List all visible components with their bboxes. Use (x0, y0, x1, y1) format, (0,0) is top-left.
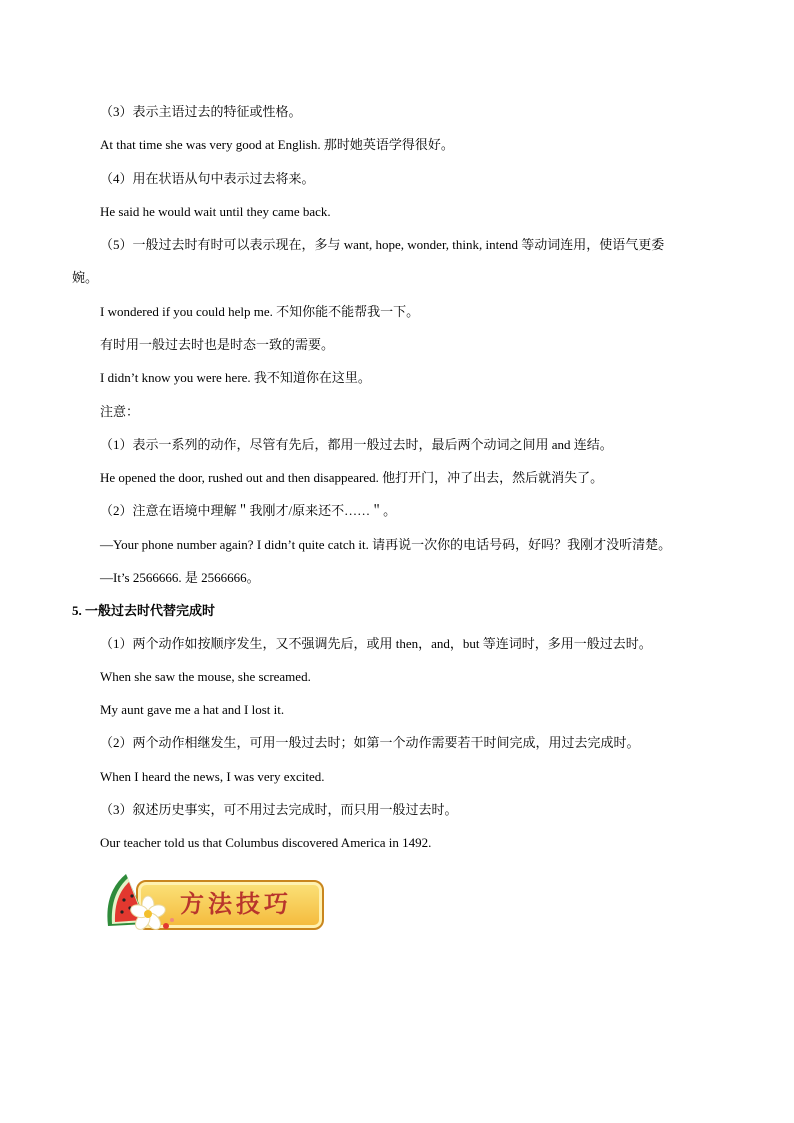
text-line: 注意： (100, 404, 140, 419)
text-line: 有时用一般过去时也是时态一致的需要。 (100, 337, 335, 352)
text-line: （1）表示一系列的动作，尽管有先后，都用一般过去时，最后两个动词之间用 and 连结。 (100, 437, 613, 452)
text-line: I didn’t know you were here. 我不知道你在这里。 (100, 370, 371, 385)
text-line: When I heard the news, I was very excited. (100, 769, 325, 784)
method-tips-badge (102, 868, 324, 936)
text-line: （2）两个动作相继发生，可用一般过去时；如第一个动作需要若干时间完成，用过去完成时。 (100, 735, 640, 750)
text-line: My aunt gave me a hat and I lost it. (100, 702, 285, 717)
text-line: He opened the door, rushed out and then disappeared. 他打开门，冲了出去，然后就消失了。 (100, 470, 604, 485)
section-heading: 5. 一般过去时代替完成时 (72, 603, 216, 618)
text-line: When she saw the mouse, she screamed. (100, 669, 311, 684)
text-line: —Your phone number again? I didn’t quite catch it. 请再说一次你的电话号码，好吗？我刚才没听清楚。 (100, 537, 672, 552)
text-line: He said he would wait until they came back. (100, 204, 331, 219)
text-line: （5）一般过去时有时可以表示现在，多与 want, hope, wonder, think, intend 等动词连用，使语气更委 (100, 237, 665, 252)
text-line: （3）叙述历史事实，可不用过去完成时，而只用一般过去时。 (100, 802, 458, 817)
text-line: Our teacher told us that Columbus discovered America in 1492. (100, 835, 432, 850)
badge-title: 方法技巧 (180, 889, 292, 918)
text-line: （4）用在状语从句中表示过去将来。 (100, 171, 315, 186)
text-line: I wondered if you could help me. 不知你能不能帮我一下。 (100, 304, 420, 319)
text-line: （1）两个动作如按顺序发生，又不强调先后，或用 then，and，but 等连词时，多用一般过去时。 (100, 636, 652, 651)
text-line: （3）表示主语过去的特征或性格。 (100, 104, 302, 119)
text-line: 婉。 (72, 270, 99, 285)
text-line: —It’s 2566666. 是 2566666。 (100, 570, 260, 585)
text-line: （2）注意在语境中理解＂我刚才/原来还不……＂。 (100, 503, 397, 518)
text-line: At that time she was very good at English. 那时她英语学得很好。 (100, 137, 454, 152)
watermelon-flower-icon (102, 868, 182, 936)
